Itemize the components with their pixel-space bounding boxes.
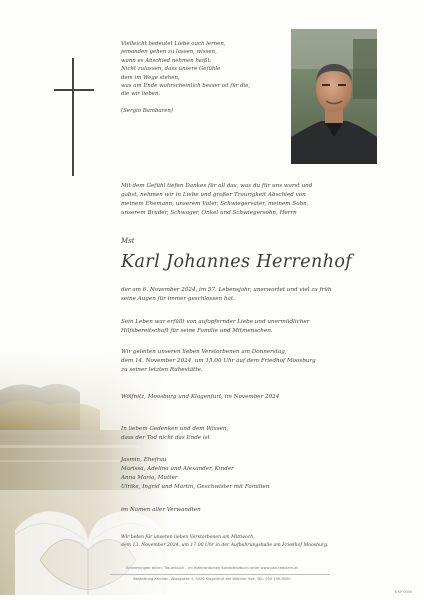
remembrance-line: dass der Tod nicht das Ende ist	[121, 435, 210, 442]
closing	[121, 506, 396, 515]
prayer-line: Wir beten für unseren lieben Verstorbenen am Mittwoch,	[121, 535, 255, 540]
poem-line: dem im Wege stehen,	[121, 74, 180, 81]
poem	[121, 40, 291, 115]
intro-text	[121, 182, 396, 218]
poem-line: die wir lieben.	[121, 91, 161, 98]
paragraph-line: Wir geleiten unseren lieben Verstorbenen am Donnerstag,	[121, 349, 287, 355]
mourners-list	[121, 456, 396, 492]
mourner-line: Ulrike, Ingrid und Martin, Geschwister mit Familien	[121, 484, 270, 491]
closing-line: im Namen aller Verwandten	[121, 507, 201, 513]
portrait-photo	[291, 29, 377, 164]
paragraph-line: Hilfsbereitschaft für seine Familie und Mitmenschen.	[121, 328, 273, 335]
poem-line: jemanden gehen zu lassen, wissen,	[121, 49, 217, 56]
poem-line: was am Ende wahrscheinlich besser ist für die,	[121, 83, 251, 90]
footer-divider	[110, 574, 330, 575]
intro-line: meinem Ehemann, unserem Vater, Schwiegervater, meinem Sohn,	[121, 201, 309, 208]
poem-author: (Sergio Bambaren)	[121, 107, 173, 114]
mourner-line: Jasmin, Ehefrau	[121, 457, 167, 463]
footer	[0, 566, 424, 596]
poem-line: wann es Abschied nehmen heißt.	[121, 57, 212, 64]
paragraph-line: dem 14. November 2024, um 15.00 Uhr auf dem Friedhof Moosburg	[121, 358, 316, 365]
paragraph-funeral	[121, 348, 396, 375]
footer-condolence-line: Erinnerungen teilen: Trauerbuch – im elektronischen Kondolenzbuch unter www.pax-requiem.at	[126, 566, 298, 570]
intro-line: Mit dem Gefühl tiefen Dankes für all das, was du für uns warst und	[121, 183, 313, 189]
place-date	[121, 393, 396, 402]
paragraph-life	[121, 318, 396, 336]
paragraph-line: Sein Leben war erfüllt von aufopfernder Liebe und unermüdlicher	[121, 319, 310, 325]
paragraph-death	[121, 286, 396, 304]
deceased-name: Karl Johannes Herrenhof	[121, 252, 353, 272]
prayer-line: dem 13. November 2024, um 17.00 Uhr in der Aufbahrungshalle am Friedhof Moosburg.	[121, 543, 329, 548]
cross-icon	[54, 58, 94, 176]
reference-code: K KP 0000	[394, 590, 412, 594]
remembrance-line: In liebem Gedenken und dem Wissen,	[121, 426, 229, 432]
remembrance	[121, 425, 396, 443]
mourner-line: Anna Maria, Mutter	[121, 475, 178, 482]
paragraph-line: seine Augen für immer geschlossen hat.	[121, 296, 235, 303]
place-date-line: Wölfnitz, Moosburg und Klagenfurt, im November 2024	[121, 394, 280, 400]
intro-line: gabst, nehmen wir in Liebe und großer Traurigkeit Abschied von	[121, 192, 306, 199]
prayer-note	[121, 534, 396, 550]
poem-line: Vielleicht bedeutet Liebe auch lernen,	[121, 41, 226, 47]
mourner-line: Marissa, Adelina und Alexander, Kinder	[121, 466, 234, 473]
paragraph-line: der am 6. November 2024, im 57. Lebensjahr, unerwartet und viel zu früh	[121, 287, 332, 293]
intro-line: unserem Bruder, Schwager, Onkel und Schwiegersohn, Herrn	[121, 210, 297, 217]
paragraph-line: zu seiner letzten Ruhestätte.	[121, 367, 203, 374]
poem-line: Nicht zulassen, dass unsere Gefühle	[121, 66, 221, 73]
salutation: Mst	[121, 237, 135, 245]
footer-funeral-home-line: Bestattung Kärnten, Wiesgasse 3, 9020 Klagenfurt am Wörther See, Tel.: 050 199-9000	[133, 577, 291, 581]
